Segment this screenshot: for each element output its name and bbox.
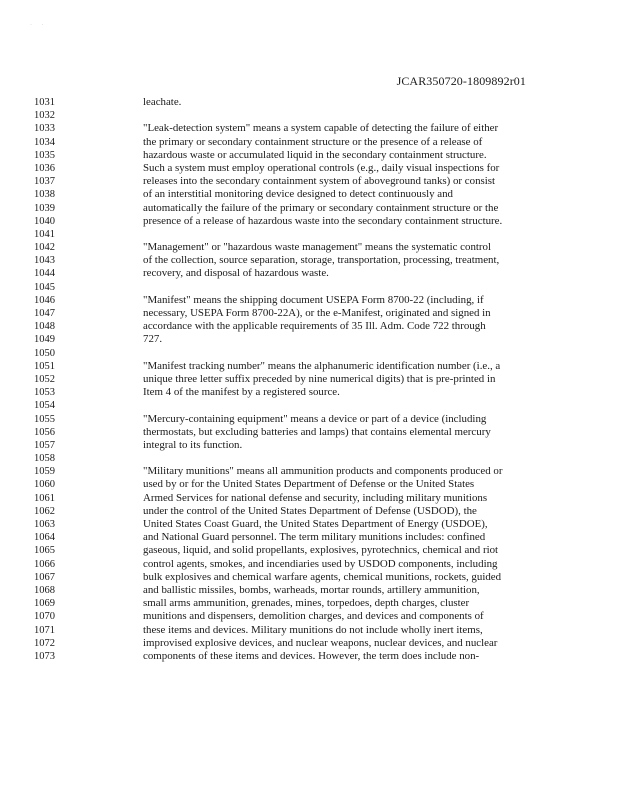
line-number: 1036 <box>34 162 55 174</box>
line-text: 727. <box>143 333 163 346</box>
line-number: 1043 <box>34 255 55 267</box>
line-number: 1052 <box>34 373 55 385</box>
document-line <box>0 597 618 610</box>
line-text: hazardous waste or accumulated liquid in the secondary containment structure. <box>143 148 487 161</box>
line-text: "Manifest tracking number" means the alphanumeric identification number (i.e., a <box>143 359 501 372</box>
line-text: munitions and dispensers, demolition charges, and devices and components of <box>143 610 484 623</box>
line-text: components of these items and devices. However, the term does include non- <box>143 649 480 662</box>
line-number: 1033 <box>34 123 55 135</box>
document-line <box>0 109 618 122</box>
line-number: 1061 <box>34 492 55 504</box>
line-text: improvised explosive devices, and nuclear weapons, nuclear devices, and nuclear <box>143 636 498 649</box>
line-text: Such a system must employ operational controls (e.g., daily visual inspections for <box>143 161 500 174</box>
line-number: 1068 <box>34 584 55 596</box>
line-text: the primary or secondary containment structure or the presence of a release of <box>143 135 483 148</box>
line-text: Armed Services for national defense and security, including military munitions <box>143 491 488 504</box>
line-number: 1050 <box>34 347 55 359</box>
line-text: "Manifest" means the shipping document USEPA Form 8700-22 (including, if <box>143 293 484 306</box>
document-line <box>0 465 618 478</box>
document-line <box>0 254 618 267</box>
line-number: 1044 <box>34 268 55 280</box>
document-line <box>0 544 618 557</box>
document-line <box>0 478 618 491</box>
document-line <box>0 558 618 571</box>
line-number: 1073 <box>34 650 55 662</box>
document-line <box>0 320 618 333</box>
document-line <box>0 452 618 465</box>
document-line <box>0 175 618 188</box>
line-text: recovery, and disposal of hazardous waste. <box>143 267 329 280</box>
document-line <box>0 426 618 439</box>
document-line <box>0 650 618 663</box>
line-number: 1064 <box>34 532 55 544</box>
line-number: 1065 <box>34 545 55 557</box>
line-text: "Mercury-containing equipment" means a device or part of a device (including <box>143 412 487 425</box>
line-number: 1067 <box>34 571 55 583</box>
line-text: of an interstitial monitoring device designed to detect continuously and <box>143 188 454 201</box>
line-number: 1038 <box>34 189 55 201</box>
document-line <box>0 228 618 241</box>
line-text: "Management" or "hazardous waste management" means the systematic control <box>143 241 492 254</box>
line-text: "Military munitions" means all ammunition products and components produced or <box>143 465 503 478</box>
line-number: 1054 <box>34 400 55 412</box>
line-text: bulk explosives and chemical warfare agents, chemical munitions, rockets, guided <box>143 570 502 583</box>
line-text: releases into the secondary containment system of aboveground tanks) or consist <box>143 175 496 188</box>
line-text: control agents, smokes, and incendiaries used by USDOD components, including <box>143 557 498 570</box>
document-line <box>0 373 618 386</box>
document-line <box>0 531 618 544</box>
line-number: 1053 <box>34 387 55 399</box>
line-number: 1040 <box>34 215 55 227</box>
document-line <box>0 281 618 294</box>
line-number: 1058 <box>34 453 55 465</box>
line-text: leachate. <box>143 96 182 108</box>
line-number: 1049 <box>34 334 55 346</box>
line-number: 1045 <box>34 281 55 293</box>
line-number: 1039 <box>34 202 55 214</box>
line-text: of the collection, source separation, storage, transportation, processing, treatment, <box>143 254 500 267</box>
document-line <box>0 637 618 650</box>
document-line <box>0 96 618 109</box>
document-line <box>0 624 618 637</box>
document-line <box>0 215 618 228</box>
line-number: 1056 <box>34 426 55 438</box>
corner-mark: · · <box>30 22 48 28</box>
line-number: 1051 <box>34 360 55 372</box>
document-line <box>0 333 618 346</box>
line-number: 1035 <box>34 149 55 161</box>
document-line <box>0 202 618 215</box>
line-number: 1059 <box>34 466 55 478</box>
document-line <box>0 136 618 149</box>
line-number: 1070 <box>34 611 55 623</box>
document-line <box>0 241 618 254</box>
line-number: 1037 <box>34 176 55 188</box>
line-number: 1034 <box>34 136 55 148</box>
document-body <box>0 96 618 663</box>
line-number: 1041 <box>34 228 55 240</box>
line-number: 1071 <box>34 624 55 636</box>
document-line <box>0 386 618 399</box>
line-text: and National Guard personnel. The term military munitions includes: confined <box>143 531 486 544</box>
line-text: under the control of the United States Department of Defense (USDOD), the <box>143 504 477 517</box>
document-line <box>0 347 618 360</box>
document-line <box>0 307 618 320</box>
line-text: small arms ammunition, grenades, mines, torpedoes, depth charges, cluster <box>143 597 470 610</box>
document-line <box>0 122 618 135</box>
line-text: thermostats, but excluding batteries and lamps) that contains elemental mercury <box>143 425 491 438</box>
document-line <box>0 188 618 201</box>
document-line <box>0 294 618 307</box>
document-line <box>0 399 618 412</box>
line-number: 1047 <box>34 308 55 319</box>
line-text: "Leak-detection system" means a system capable of detecting the failure of either <box>143 122 499 135</box>
line-number: 1063 <box>34 519 55 530</box>
line-text: unique three letter suffix preceded by nine numerical digits) that is pre-printed in <box>143 372 496 385</box>
line-number: 1032 <box>34 110 55 122</box>
document-id: JCAR350720-1809892r01 <box>396 74 526 88</box>
line-text: Item 4 of the manifest by a registered source. <box>143 386 340 399</box>
document-line <box>0 584 618 597</box>
line-number: 1062 <box>34 505 55 517</box>
line-text: presence of a release of hazardous waste into the secondary containment structure. <box>143 214 503 227</box>
line-text: necessary, USEPA Form 8700-22A), or the e-Manifest, originated and signed in <box>143 307 491 319</box>
line-number: 1060 <box>34 479 55 491</box>
line-text: these items and devices. Military munitions do not include wholly inert items, <box>143 623 483 636</box>
line-text: accordance with the applicable requirements of 35 Ill. Adm. Code 722 through <box>143 320 486 333</box>
line-number: 1072 <box>34 637 55 649</box>
line-text: automatically the failure of the primary or secondary containment structure or the <box>143 201 499 214</box>
line-number: 1048 <box>34 321 55 333</box>
document-line <box>0 149 618 162</box>
document-line <box>0 413 618 426</box>
line-number: 1057 <box>34 439 55 451</box>
document-line <box>0 518 618 531</box>
line-text: integral to its function. <box>143 438 243 451</box>
document-line <box>0 162 618 175</box>
document-line <box>0 360 618 373</box>
line-text: used by or for the United States Department of Defense or the United States <box>143 478 475 491</box>
document-line <box>0 267 618 280</box>
document-line <box>0 505 618 518</box>
document-line <box>0 439 618 452</box>
line-text: United States Coast Guard, the United States Department of Energy (USDOE), <box>143 518 488 530</box>
line-number: 1055 <box>34 413 55 425</box>
line-text: gaseous, liquid, and solid propellants, explosives, pyrotechnics, chemical and riot <box>143 544 499 557</box>
line-number: 1031 <box>34 97 55 108</box>
line-text: and ballistic missiles, bombs, warheads, mortar rounds, artillery ammunition, <box>143 583 480 596</box>
document-line <box>0 610 618 623</box>
line-number: 1042 <box>34 242 55 254</box>
line-number: 1066 <box>34 558 55 570</box>
document-line <box>0 492 618 505</box>
line-number: 1069 <box>34 598 55 610</box>
document-line <box>0 571 618 584</box>
line-number: 1046 <box>34 294 55 306</box>
